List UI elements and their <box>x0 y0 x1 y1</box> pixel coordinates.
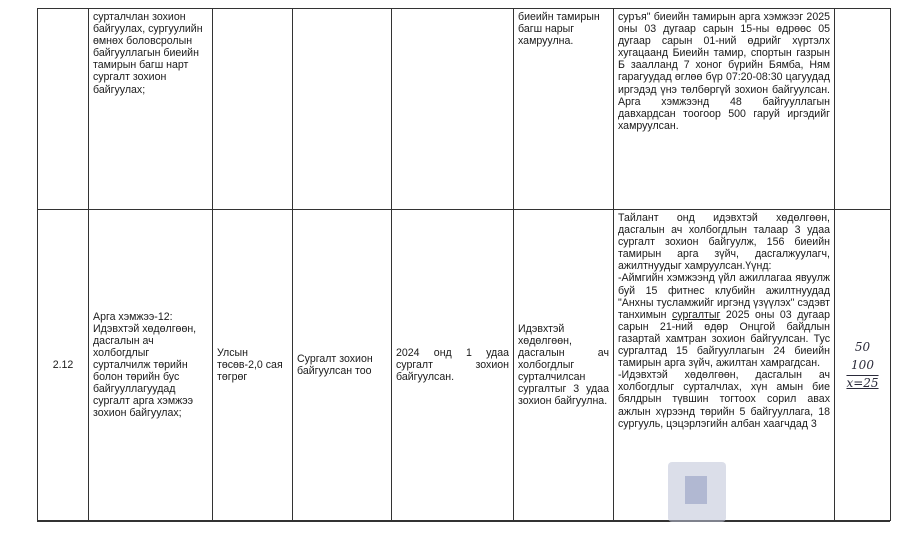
report-paragraph: -Аймгийн хэмжээнд үйл ажиллагаа явуулж буй 15 фитнес клубийн ажилтнуудад "Анхны тусламжийг иргэнд үзүүлэх" сэдэвт танхимын сургалтыг 2025 оны 03 дугаар сарын 21-ний өдөр Онцгой байдлын газартай хамтран зохион байгуулсан. Тус сургалтад 15 байгууллагын 24 биеийн тамирын арга зүйч, ажилтан хамрагдсан. <box>618 272 830 370</box>
cell-indicator: Сургалт зохион байгуулсан тоо <box>293 210 392 521</box>
table-row <box>38 9 891 210</box>
cell-baseline: 2024 онд 1 удаа сургалт зохион байгуулсан. <box>392 210 514 521</box>
cell-measure: сурталчлан зохион байгуулах, сургуулийн өмнөх боловсролын байгууллагын биеийн тамирын багш нарт сургалт зохион байгуулах; <box>89 9 213 210</box>
report-table <box>37 8 891 521</box>
report-text: Тайлант онд идэвхтэй хөдөлгөөн, дасгалын ач холбогдлын талаар 3 удаа сургалт зохион байгуулж, 156 биеийн тамирын арга зүйч, дасгалжуулагч, ажилтнуудыг хамруулсан.Үүнд: -Аймгийн хэмжээнд үйл ажиллагаа явуулж буй 15 фитнес клубийн ажилтнуудад "Анхны тусламжийг иргэнд үзүүлэх" сэдэвт танхимын сургалтыг 2025 оны 03 дугаар сарын 21-ний өдөр Онцгой байдлын газартай хамтран зохион байгуулсан. Тус сургалтад 15 байгууллагын 24 биеийн тамирын арга зүйч, ажилтан хамрагдсан. -Идэвхтэй хөдөлгөөн, дасгалын ач холбогдлыг сурталчлах, хүн амын бие бялдрын түвшин тогтоох сорил авах ажлын хүрээнд төрийн 5 байгууллага, 18 сургууль, цэцэрлэгийн албан хаагчдад 3 <box>618 212 830 430</box>
stamp-mark-icon <box>685 476 707 504</box>
handwritten-annotation: 50 100 x=25 <box>846 340 879 390</box>
table-bottom-edge <box>37 521 890 522</box>
cell-notes <box>835 9 891 210</box>
cell-number: 2.12 <box>38 210 89 521</box>
cell-target: биеийн тамирын багш нарыг хамруулна. <box>514 9 614 210</box>
cell-indicator <box>293 9 392 210</box>
cell-report: суръя" биеийн тамирын арга хэмжээг 2025 оны 03 дугаар сарын 15-ны өдрөөс 05 дугаар сарын 01-ний өдрийг хүртэлх хугацаанд Биеийн тамир, спортын газрын Б заалланд 7 хоног бүрийн Бямба, Ням гарагуудад өглөө бүр 07:20-08:30 цагуудад иргэдэд үнэ төлбөргүй зохион байгуулсан. Арга хэмжээнд 48 байгууллагын давхардсан тоогоор 500 гаруй иргэдийг хамруулсан. <box>614 9 835 210</box>
cell-measure: Арга хэмжээ-12: Идэвхтэй хөдөлгөөн, дасгалын ач холбогдлыг сурталчилж төрийн болон төрийн бус байгууллагуудад сургалт арга хэмжээ зохион байгуулах; <box>89 210 213 521</box>
cell-number <box>38 9 89 210</box>
cell-budget: Улсын төсөв-2,0 сая төгрөг <box>213 210 293 521</box>
stamp-watermark <box>668 462 726 522</box>
cell-baseline <box>392 9 514 210</box>
cell-budget <box>213 9 293 210</box>
cell-notes <box>835 210 891 521</box>
cell-target: Идэвхтэй хөдөлгөөн, дасгалын ач холбогдлыг сурталчилсан сургалтыг 3 удаа зохион байгуулна. <box>514 210 614 521</box>
table-row <box>38 210 891 521</box>
